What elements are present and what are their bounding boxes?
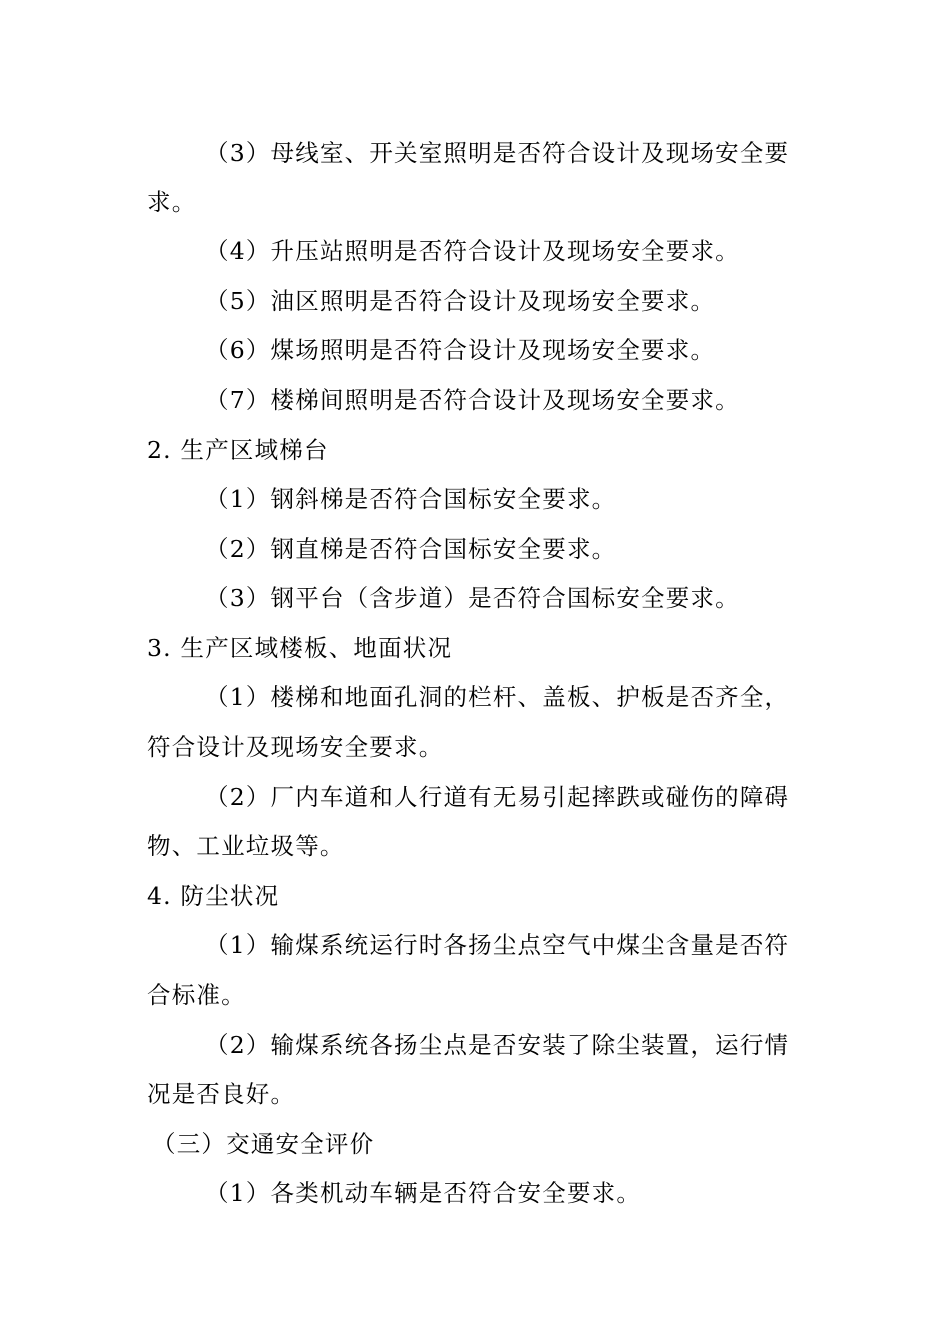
- paragraph-line: 合标准。: [147, 981, 246, 1009]
- section-heading: 3. 生产区域楼板、地面状况: [147, 634, 453, 662]
- paragraph-line: （5）油区照明是否符合设计及现场安全要求。: [205, 287, 716, 315]
- paragraph-line: 况是否良好。: [147, 1080, 296, 1108]
- section-heading: 2. 生产区域梯台: [147, 436, 329, 464]
- paragraph-line: （2）输煤系统各扬尘点是否安装了除尘装置，运行情: [205, 1031, 790, 1059]
- paragraph-line: （4）升压站照明是否符合设计及现场安全要求。: [205, 237, 740, 265]
- paragraph-line: （3）钢平台（含步道）是否符合国标安全要求。: [205, 584, 740, 612]
- section-heading: （三）交通安全评价: [152, 1130, 375, 1158]
- paragraph-line: （7）楼梯间照明是否符合设计及现场安全要求。: [205, 386, 740, 414]
- paragraph-line: （1）各类机动车辆是否符合安全要求。: [205, 1179, 642, 1207]
- paragraph-line: （1）输煤系统运行时各扬尘点空气中煤尘含量是否符: [205, 931, 790, 959]
- paragraph-line: 求。: [147, 188, 197, 216]
- paragraph-line: （1）钢斜梯是否符合国标安全要求。: [205, 485, 617, 513]
- section-heading: 4. 防尘状况: [147, 882, 280, 910]
- paragraph-line: 物、工业垃圾等。: [147, 832, 345, 860]
- paragraph-line: （2）厂内车道和人行道有无易引起摔跌或碰伤的障碍: [205, 783, 790, 811]
- paragraph-line: （1）楼梯和地面孔洞的栏杆、盖板、护板是否齐全，: [205, 683, 790, 711]
- paragraph-line: （2）钢直梯是否符合国标安全要求。: [205, 535, 617, 563]
- paragraph-line: （3）母线室、开关室照明是否符合设计及现场安全要: [205, 139, 790, 167]
- paragraph-line: （6）煤场照明是否符合设计及现场安全要求。: [205, 336, 716, 364]
- paragraph-line: 符合设计及现场安全要求。: [147, 733, 444, 761]
